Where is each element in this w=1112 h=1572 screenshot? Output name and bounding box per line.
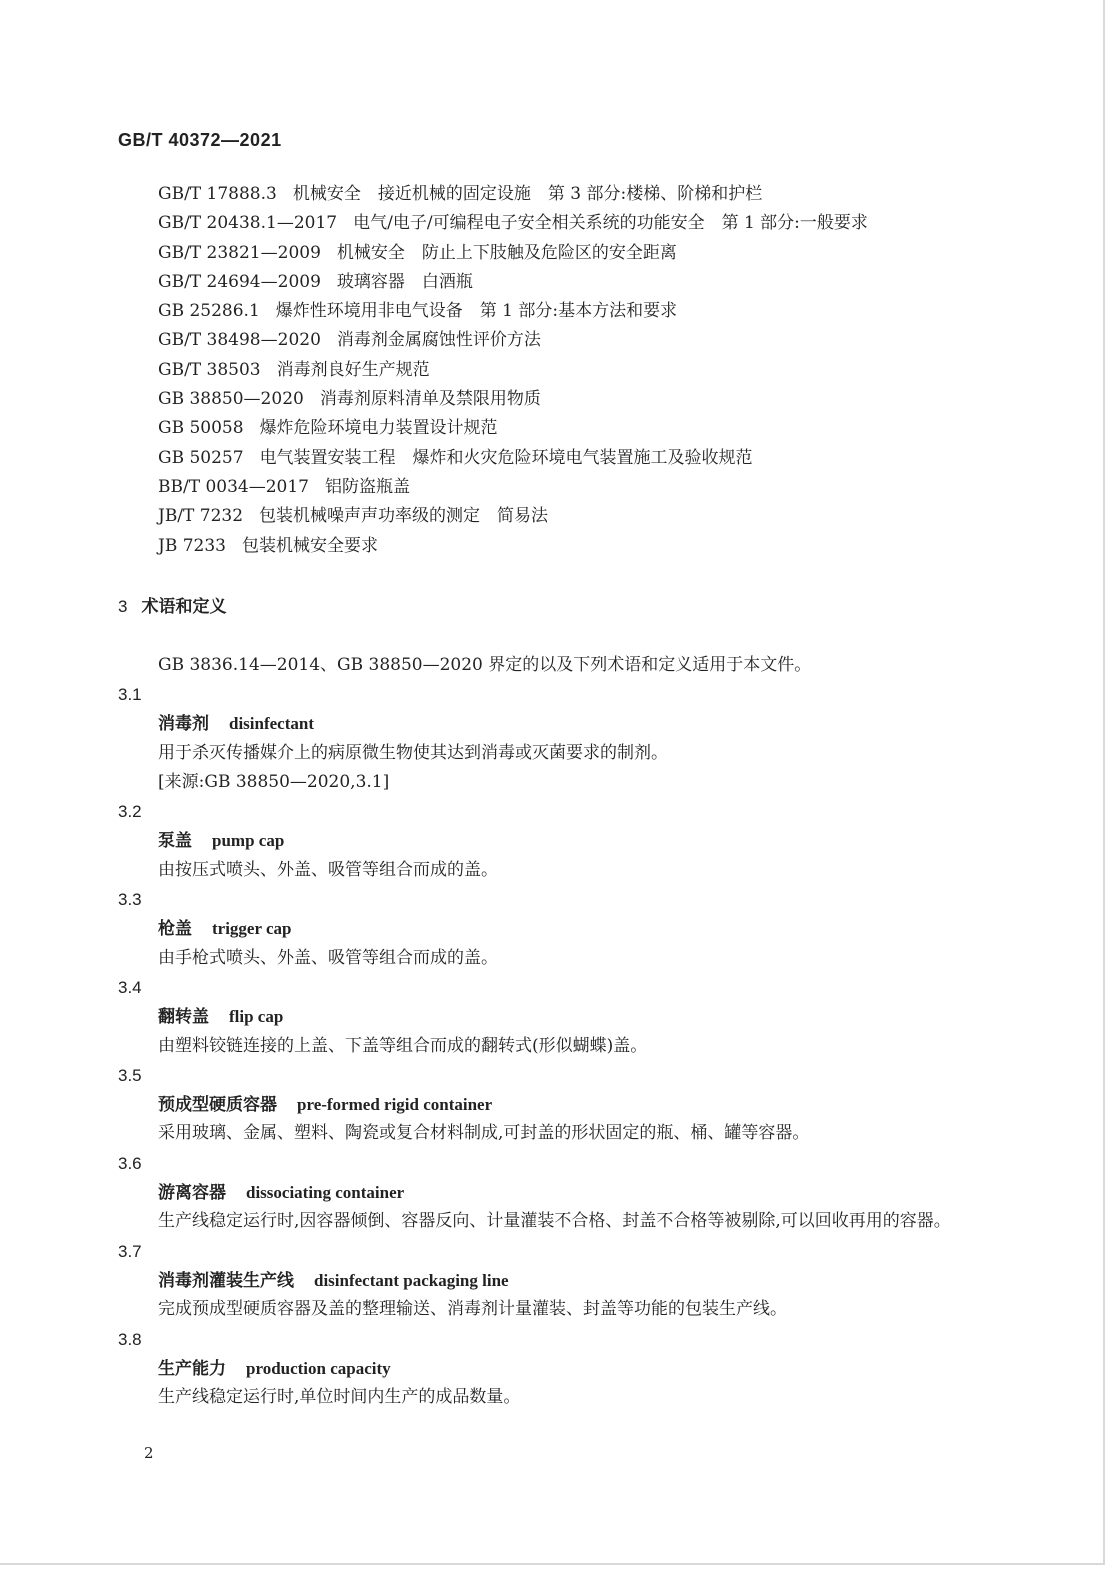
term-zh: 泵盖 [158, 831, 192, 852]
term-zh: 翻转盖 [158, 1007, 209, 1028]
term-zh: 消毒剂灌装生产线 [158, 1270, 294, 1291]
reference-code: GB 50058 [158, 418, 244, 439]
reference-item [158, 297, 1058, 326]
reference-code: GB/T 17888.3 [158, 184, 277, 204]
term-title [118, 1266, 988, 1295]
term-en: production capacity [246, 1358, 391, 1378]
reference-code: GB/T 23821—2009 [158, 242, 321, 263]
term-definition: 采用玻璃、金属、塑料、陶瓷或复合材料制成,可封盖的形状固定的瓶、桶、罐等容器。 [158, 1123, 810, 1144]
term-definition: 由塑料铰链连接的上盖、下盖等组合而成的翻转式(形似蝴蝶)盖。 [158, 1035, 648, 1056]
term-en: trigger cap [212, 919, 292, 939]
reference-code: JB 7233 [158, 535, 226, 556]
term-entry [118, 885, 988, 973]
reference-item [158, 473, 1058, 502]
term-en: disinfectant packaging line [314, 1270, 509, 1290]
reference-item [158, 444, 1058, 473]
reference-title: 铝防盗瓶盖 [324, 476, 410, 497]
reference-code: GB/T 38503 [158, 359, 261, 380]
reference-item [158, 268, 1058, 297]
reference-title: 机械安全 接近机械的固定设施 第 3 部分:楼梯、阶梯和护栏 [292, 184, 763, 204]
reference-code: BB/T 0034—2017 [158, 476, 309, 497]
term-entry [118, 1149, 988, 1237]
term-title [118, 1354, 988, 1383]
term-entry [118, 973, 988, 1061]
reference-item [158, 532, 1058, 561]
term-entry [118, 1061, 988, 1149]
term-definition: 由手枪式喷头、外盖、吸管等组合而成的盖。 [158, 947, 498, 968]
term-en: disinfectant [229, 714, 314, 734]
reference-title: 玻璃容器 白酒瓶 [336, 271, 473, 292]
reference-code: GB/T 38498—2020 [158, 330, 321, 351]
term-title [118, 709, 988, 738]
page-number: 2 [144, 1444, 154, 1462]
term-title [118, 914, 988, 943]
reference-item [158, 239, 1058, 268]
term-definition: 完成预成型硬质容器及盖的整理输送、消毒剂计量灌装、封盖等功能的包装生产线。 [158, 1299, 787, 1320]
term-zh: 消毒剂 [158, 714, 209, 735]
term-definition: 用于杀灭传播媒介上的病原微生物使其达到消毒或灭菌要求的制剂。 [158, 742, 668, 763]
section-number: 3 [118, 597, 128, 616]
term-zh: 预成型硬质容器 [158, 1095, 277, 1116]
term-number: 3.2 [118, 802, 142, 822]
reference-item [158, 385, 1058, 414]
reference-item [158, 326, 1058, 355]
section-heading [118, 592, 226, 617]
term-number: 3.8 [118, 1329, 142, 1349]
reference-title: 爆炸性环境用非电气设备 第 1 部分:基本方法和要求 [275, 301, 678, 322]
term-number: 3.5 [118, 1065, 142, 1085]
document-number-header: GB/T 40372—2021 [118, 130, 282, 150]
term-en: dissociating container [246, 1183, 405, 1203]
term-en: pre-formed rigid container [297, 1095, 493, 1115]
reference-code: GB 50257 [158, 447, 244, 468]
term-zh: 枪盖 [158, 919, 192, 940]
reference-title: 包装机械安全要求 [241, 535, 378, 556]
reference-item [158, 414, 1058, 443]
reference-title: 包装机械噪声声功率级的测定 简易法 [259, 506, 549, 527]
reference-title: 电气装置安装工程 爆炸和火灾危险环境电气装置施工及验收规范 [259, 447, 753, 468]
term-definition: 生产线稳定运行时,因容器倾倒、容器反向、计量灌装不合格、封盖不合格等被剔除,可以回收再用的容器。 [158, 1211, 951, 1232]
reference-title: 消毒剂原料清单及禁限用物质 [319, 389, 541, 410]
term-number: 3.6 [118, 1153, 142, 1173]
reference-code: JB/T 7232 [158, 506, 244, 527]
term-entry [118, 1237, 988, 1325]
reference-code: GB 25286.1 [158, 301, 260, 322]
term-en: pump cap [212, 831, 285, 851]
term-entry [118, 680, 988, 797]
term-source: [来源:GB 38850—2020,3.1] [158, 771, 390, 792]
term-title [118, 1090, 988, 1119]
term-title [118, 1178, 988, 1207]
section-intro: GB 3836.14—2014、GB 38850—2020 界定的以及下列术语和定义适用于本文件。 [158, 655, 812, 675]
section-title: 术语和定义 [141, 597, 227, 616]
term-number: 3.4 [118, 977, 142, 997]
term-en: flip cap [229, 1007, 284, 1027]
term-title [118, 1002, 988, 1031]
terms-list [118, 680, 988, 1412]
term-zh: 游离容器 [158, 1183, 226, 1204]
reference-item [158, 209, 1058, 238]
term-number: 3.7 [118, 1241, 142, 1261]
reference-title: 电气/电子/可编程电子安全相关系统的功能安全 第 1 部分:一般要求 [353, 213, 868, 234]
reference-code: GB/T 24694—2009 [158, 271, 321, 292]
term-definition: 由按压式喷头、外盖、吸管等组合而成的盖。 [158, 859, 498, 880]
reference-item [158, 180, 1058, 209]
reference-code: GB/T 20438.1—2017 [158, 213, 338, 234]
term-number: 3.3 [118, 890, 142, 910]
reference-code: GB 38850—2020 [158, 389, 304, 410]
term-definition: 生产线稳定运行时,单位时间内生产的成品数量。 [158, 1387, 521, 1408]
term-zh: 生产能力 [158, 1358, 226, 1379]
reference-title: 爆炸危险环境电力装置设计规范 [259, 418, 498, 439]
term-entry [118, 797, 988, 885]
term-number: 3.1 [118, 685, 142, 704]
reference-item [158, 356, 1058, 385]
reference-title: 机械安全 防止上下肢触及危险区的安全距离 [336, 242, 677, 263]
reference-item [158, 502, 1058, 531]
term-entry [118, 1325, 988, 1413]
normative-references-list [158, 180, 1058, 561]
reference-title: 消毒剂金属腐蚀性评价方法 [336, 330, 541, 351]
reference-title: 消毒剂良好生产规范 [276, 359, 430, 380]
term-title [118, 826, 988, 855]
